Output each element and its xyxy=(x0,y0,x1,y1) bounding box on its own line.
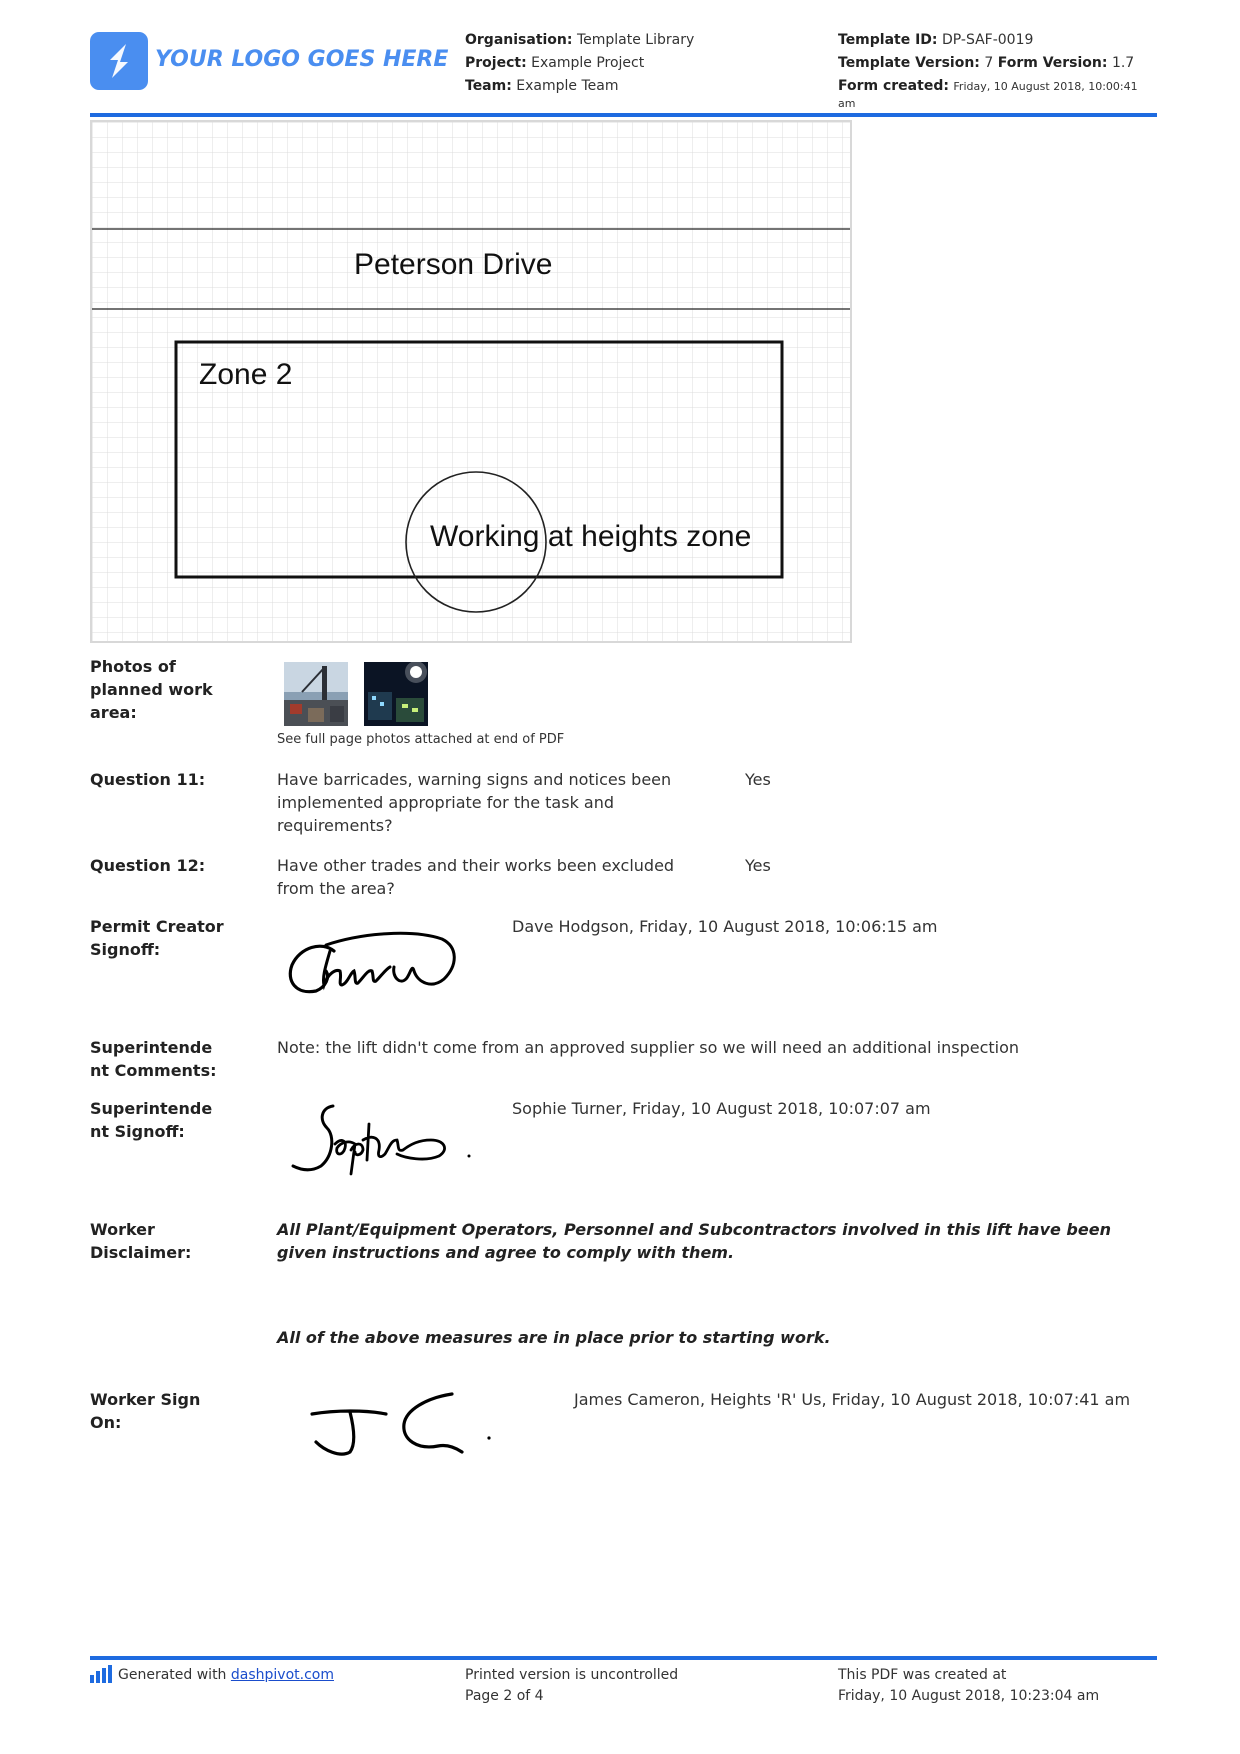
worker-disclaimer-text-1: All Plant/Equipment Operators, Personnel and Subcontractors involved in this lift have been given instructions and agree to comply with them. xyxy=(277,1220,1111,1262)
worker-disclaimer-text-2: All of the above measures are in place prior to starting work. xyxy=(277,1328,831,1347)
signature-image-dave xyxy=(282,925,462,1003)
form-version-label: Form Version: xyxy=(997,55,1108,71)
permit-creator-signature xyxy=(282,925,462,1003)
street-label: Peterson Drive xyxy=(354,248,553,281)
superintendent-comments-text: Note: the lift didn't come from an approved supplier so we will need an additional inspection xyxy=(277,1038,1020,1057)
team-value: Example Team xyxy=(516,78,619,94)
project-label: Project: xyxy=(465,55,527,71)
logo xyxy=(90,32,148,90)
heights-zone-label: Working at heights zone xyxy=(430,520,752,553)
worker-disclaimer-label: Worker Disclaimer: xyxy=(90,1220,192,1262)
photo-thumbnail-1[interactable] xyxy=(284,662,348,726)
template-id-label: Template ID: xyxy=(838,32,938,48)
footer-printed-line1: Printed version is uncontrolled xyxy=(465,1667,679,1683)
question-11-text: Have barricades, warning signs and notices been implemented appropriate for the task and requirements? xyxy=(277,770,672,835)
footer-created xyxy=(838,1665,1099,1707)
header-org-block xyxy=(465,29,805,98)
footer-generated-prefix: Generated with xyxy=(118,1667,227,1683)
night-site-photo-icon xyxy=(364,662,428,726)
header-template-block xyxy=(838,29,1148,112)
superintendent-comments-label: Superintendent Comments: xyxy=(90,1038,217,1080)
question-12-label: Question 12: xyxy=(90,856,206,875)
organisation-value: Template Library xyxy=(576,32,695,48)
footer-generated xyxy=(90,1665,410,1686)
photos-label: Photos of planned work area: xyxy=(90,657,213,722)
dashpivot-logo-icon xyxy=(90,1665,114,1683)
signature-image-james xyxy=(306,1388,496,1468)
logo-icon xyxy=(90,32,148,90)
crane-photo-icon xyxy=(284,662,348,726)
template-version-value: 7 xyxy=(984,55,994,71)
worker-sign-on-label: Worker Sign On: xyxy=(90,1390,201,1432)
question-12-text: Have other trades and their works been excluded from the area? xyxy=(277,856,675,898)
signature-image-sophie xyxy=(285,1100,475,1180)
project-value: Example Project xyxy=(531,55,645,71)
zone-label: Zone 2 xyxy=(199,358,293,391)
form-version-value: 1.7 xyxy=(1111,55,1135,71)
footer-rule xyxy=(90,1656,1157,1660)
question-12-answer: Yes xyxy=(745,856,771,875)
template-id-value: DP-SAF-0019 xyxy=(941,32,1034,48)
form-created-label: Form created: xyxy=(838,78,949,94)
footer-created-line2: Friday, 10 August 2018, 10:23:04 am xyxy=(838,1688,1100,1704)
footer-printed xyxy=(465,1665,678,1707)
organisation-label: Organisation: xyxy=(465,32,573,48)
form-created-value: Friday, 10 August 2018, 10:00:41 am xyxy=(838,80,1138,110)
permit-creator-label: Permit Creator Signoff: xyxy=(90,917,224,959)
header-rule xyxy=(90,113,1157,117)
footer-created-line1: This PDF was created at xyxy=(838,1667,1007,1683)
logo-text: YOUR LOGO GOES HERE xyxy=(155,47,449,72)
superintendent-signature xyxy=(285,1100,475,1180)
question-11-answer: Yes xyxy=(745,770,771,789)
worker-signature xyxy=(306,1388,496,1468)
superintendent-signed-by: Sophie Turner, Friday, 10 August 2018, 10:07:07 am xyxy=(512,1099,931,1118)
template-version-label: Template Version: xyxy=(838,55,980,71)
question-11-label: Question 11: xyxy=(90,770,206,789)
dashpivot-link[interactable]: dashpivot.com xyxy=(230,1667,334,1683)
permit-creator-signed-by: Dave Hodgson, Friday, 10 August 2018, 10:06:15 am xyxy=(512,917,938,936)
site-map xyxy=(90,120,852,643)
photo-thumbnail-2[interactable] xyxy=(364,662,428,726)
footer-page-number: Page 2 of 4 xyxy=(465,1688,544,1704)
team-label: Team: xyxy=(465,78,512,94)
worker-signed-by: James Cameron, Heights 'R' Us, Friday, 10 August 2018, 10:07:41 am xyxy=(574,1390,1131,1409)
superintendent-signoff-label: Superintendent Signoff: xyxy=(90,1099,213,1141)
photos-note: See full page photos attached at end of PDF xyxy=(277,732,565,747)
